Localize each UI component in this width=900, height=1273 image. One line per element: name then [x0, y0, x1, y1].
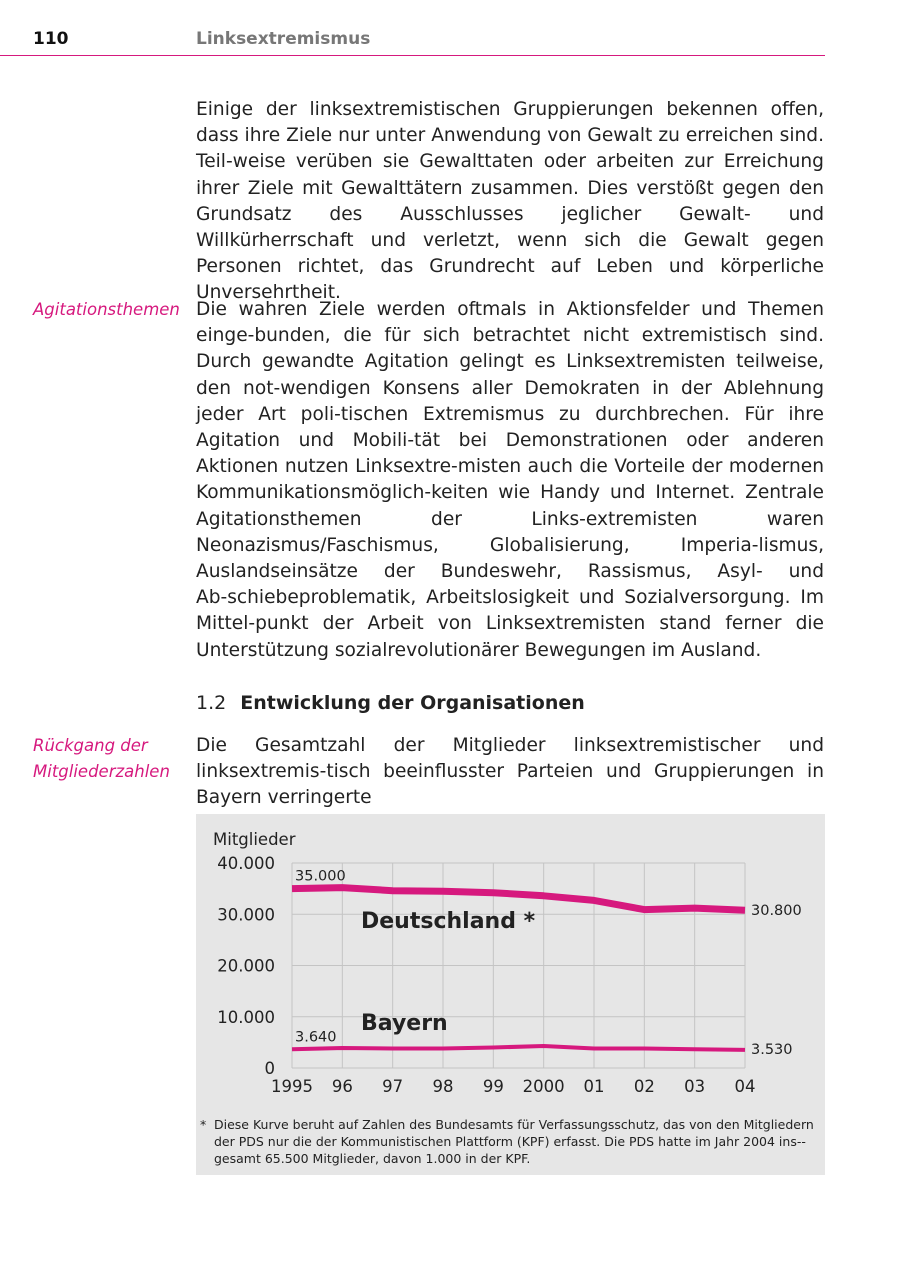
- y-axis-label: Mitglieder: [213, 830, 296, 849]
- x-tick-label: 01: [583, 1077, 605, 1096]
- margin-note-decline-line2: Mitgliederzahlen: [33, 762, 170, 781]
- chart-footnote: [196, 1116, 816, 1167]
- y-tick-label: 40.000: [217, 854, 275, 873]
- series-label-bayern: Bayern: [361, 1011, 448, 1036]
- chart-canvas: [196, 814, 825, 1114]
- y-tick-label: 30.000: [217, 905, 275, 925]
- section-title: Entwicklung der Organisationen: [240, 692, 585, 714]
- paragraph-violence: Einige der linksextremistischen Gruppierungen bekennen offen, dass ihre Ziele nur unter Anwendung von Gewalt zu erreichen sind. Teil-weise verüben sie Gewalttaten oder arbeiten zur Erreichung ihrer Ziele mit Gewalttätern zusammen. Dies verstößt gegen den Grundsatz des Ausschlusses jeglicher Gewalt- und Willkürherrschaft und verletzt, wenn sich die Gewalt gegen Personen richtet, das Grundrecht auf Leben und körperliche Unversehrtheit.: [196, 99, 824, 304]
- data-label: 35.000: [295, 868, 346, 885]
- x-tick-label: 02: [633, 1077, 655, 1096]
- footnote-text: Diese Kurve beruht auf Zahlen des Bundesamts für Verfassungsschutz, das von den Mitgliedern der PDS nur die der Kommunistischen Plattform (KPF) erfasst. Die PDS hatte im Jahr 2004 ins-gesamt 65.500 Mitglieder, davon 1.000 in der KPF.: [214, 1117, 814, 1166]
- x-tick-label: 04: [734, 1077, 756, 1096]
- x-tick-label: 97: [382, 1077, 404, 1096]
- y-tick-label: 10.000: [217, 1007, 275, 1027]
- data-label: 30.800: [751, 903, 802, 920]
- x-tick-label: 2000: [522, 1077, 565, 1096]
- series-line-deutschland: [292, 888, 745, 911]
- data-label: 3.640: [295, 1029, 337, 1046]
- paragraph-members: Die Gesamtzahl der Mitglieder linksextremistischer und linksextremis-tisch beeinflusster Parteien und Gruppierungen in Bayern verringerte: [196, 735, 824, 809]
- series-label-deutschland: Deutschland *: [361, 909, 536, 934]
- margin-note-decline: [33, 733, 183, 785]
- series-line-bayern: [292, 1046, 745, 1050]
- x-tick-label: 03: [684, 1077, 706, 1096]
- margin-note-decline-line1: Rückgang der: [33, 736, 148, 755]
- footnote-marker: *: [200, 1117, 207, 1132]
- header-rule: [0, 55, 825, 56]
- x-tick-label: 1995: [271, 1077, 313, 1096]
- margin-note-agitation: Agitationsthemen: [33, 300, 180, 319]
- data-label: 3.530: [751, 1041, 793, 1058]
- section-number: 1.2: [196, 692, 227, 714]
- page-number: 110: [33, 29, 69, 49]
- x-tick-label: 98: [432, 1077, 454, 1096]
- section-heading: [196, 692, 585, 714]
- running-title: Linksextremismus: [196, 29, 371, 49]
- y-tick-label: 20.000: [217, 956, 275, 976]
- y-tick-label: 0: [264, 1059, 275, 1078]
- x-tick-label: 96: [331, 1077, 353, 1096]
- membership-chart: [196, 814, 825, 1175]
- paragraph-agitation: Die wahren Ziele werden oftmals in Aktionsfelder und Themen einge-bunden, die für sich betrachtet nicht extremistisch sind. Durch gewandte Agitation gelingt es Linksextremisten teilweise, den not-wendigen Konsens aller Demokraten in der Ablehnung jeder Art poli-tischen Extremismus zu durchbrechen. Für ihre Agitation und Mobili-tät bei Demonstrationen oder anderen Aktionen nutzen Linksextre-misten auch die Vorteile der modernen Kommunikationsmöglich-keiten wie Handy und Internet. Zentrale Agitationsthemen der Links-extremisten waren Neonazismus/Faschismus, Globalisierung, Imperia-lismus, Auslandseinsätze der Bundeswehr, Rassismus, Asyl- und Ab-schiebeproblematik, Arbeitslosigkeit und Sozialversorgung. Im Mittel-punkt der Arbeit von Linksextremisten stand ferner die Unterstützung sozialrevolutionärer Bewegungen im Ausland.: [196, 299, 824, 661]
- x-tick-label: 99: [482, 1077, 504, 1096]
